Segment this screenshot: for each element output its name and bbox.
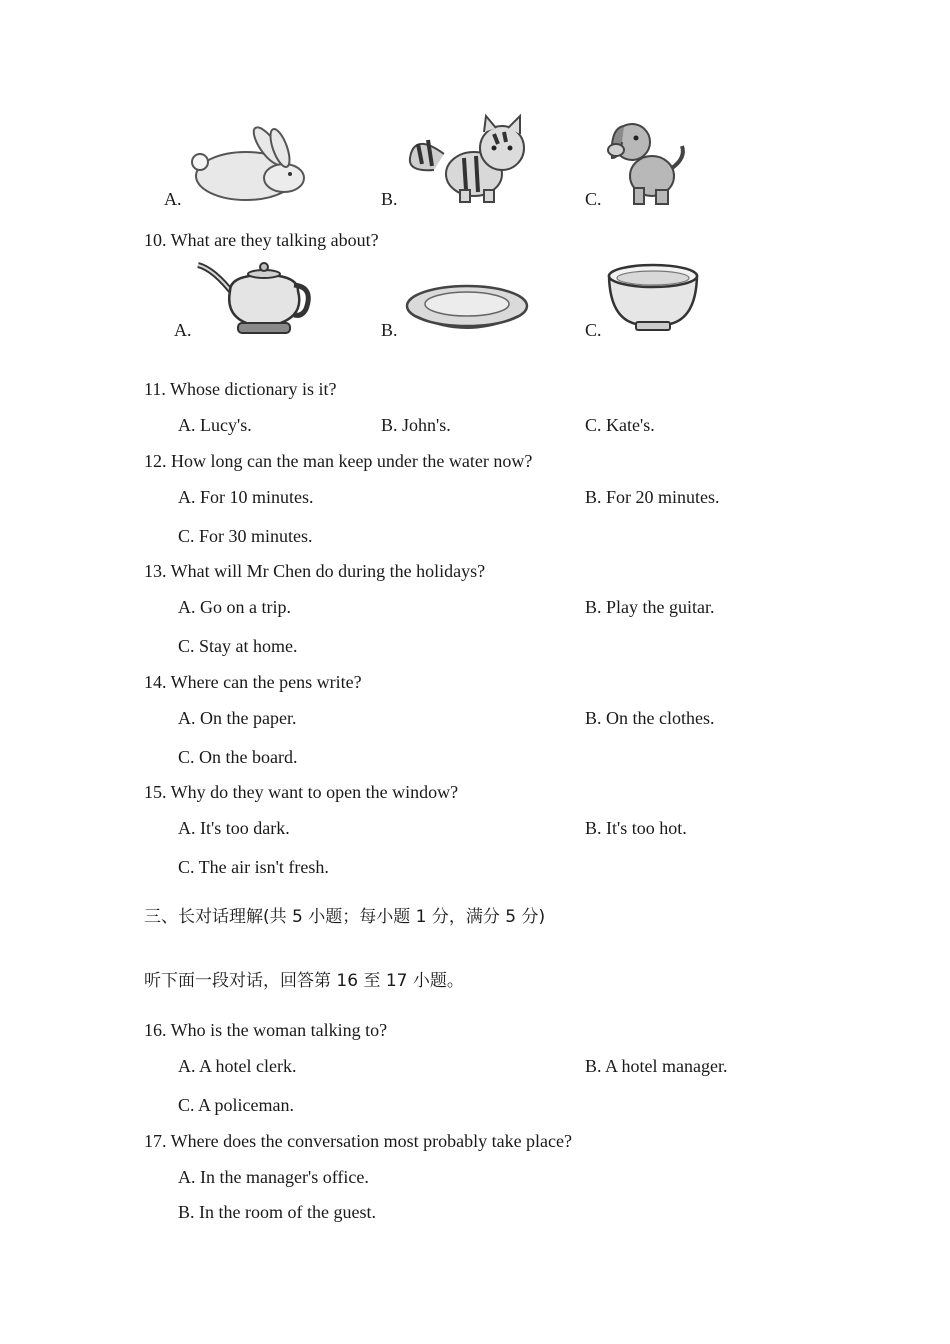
q9-option-c-label: C. <box>585 189 602 209</box>
q14-option-a: A. On the paper. <box>178 708 297 728</box>
q16-option-c: C. A policeman. <box>178 1095 294 1115</box>
q13-option-c: C. Stay at home. <box>178 636 298 656</box>
q13-option-b: B. Play the guitar. <box>585 597 715 617</box>
q11-option-a: A. Lucy's. <box>178 415 252 435</box>
q15-option-c: C. The air isn't fresh. <box>178 857 329 877</box>
question-10: 10. What are they talking about? <box>144 230 379 250</box>
q12-option-c: C. For 30 minutes. <box>178 526 313 546</box>
question-13: 13. What will Mr Chen do during the holidays? <box>144 561 486 581</box>
teapot-icon <box>194 261 312 337</box>
q15-option-a: A. It's too dark. <box>178 818 290 838</box>
q10-option-a-label: A. <box>174 320 192 340</box>
question-11: 11. Whose dictionary is it? <box>144 379 337 399</box>
section-3-instruction: 听下面一段对话，回答第 16 至 17 小题。 <box>144 971 464 991</box>
q11-option-c: C. Kate's. <box>585 415 655 435</box>
q9-option-b-label: B. <box>381 189 398 209</box>
question-15: 15. Why do they want to open the window? <box>144 782 459 802</box>
q14-option-c: C. On the board. <box>178 747 298 767</box>
q10-option-c-label: C. <box>585 320 602 340</box>
section-3-heading: 三、长对话理解(共 5 小题；每小题 1 分，满分 5 分) <box>144 907 546 927</box>
q12-option-b: B. For 20 minutes. <box>585 487 720 507</box>
question-14: 14. Where can the pens write? <box>144 672 362 692</box>
cat-icon <box>404 114 528 204</box>
q12-option-a: A. For 10 minutes. <box>178 487 314 507</box>
question-17: 17. Where does the conversation most probably take place? <box>144 1131 573 1151</box>
q16-option-a: A. A hotel clerk. <box>178 1056 297 1076</box>
q13-option-a: A. Go on a trip. <box>178 597 291 617</box>
q14-option-b: B. On the clothes. <box>585 708 715 728</box>
q15-option-b: B. It's too hot. <box>585 818 687 838</box>
q17-option-b: B. In the room of the guest. <box>178 1202 376 1222</box>
q11-option-b: B. John's. <box>381 415 451 435</box>
q10-option-b-label: B. <box>381 320 398 340</box>
question-16: 16. Who is the woman talking to? <box>144 1020 388 1040</box>
q16-option-b: B. A hotel manager. <box>585 1056 728 1076</box>
q9-option-a-label: A. <box>164 189 182 209</box>
q17-option-a: A. In the manager's office. <box>178 1167 369 1187</box>
bowl-icon <box>606 262 700 334</box>
dog-icon <box>606 118 690 206</box>
plate-icon <box>404 282 530 334</box>
question-12: 12. How long can the man keep under the water now? <box>144 451 533 471</box>
rabbit-icon <box>186 124 308 204</box>
